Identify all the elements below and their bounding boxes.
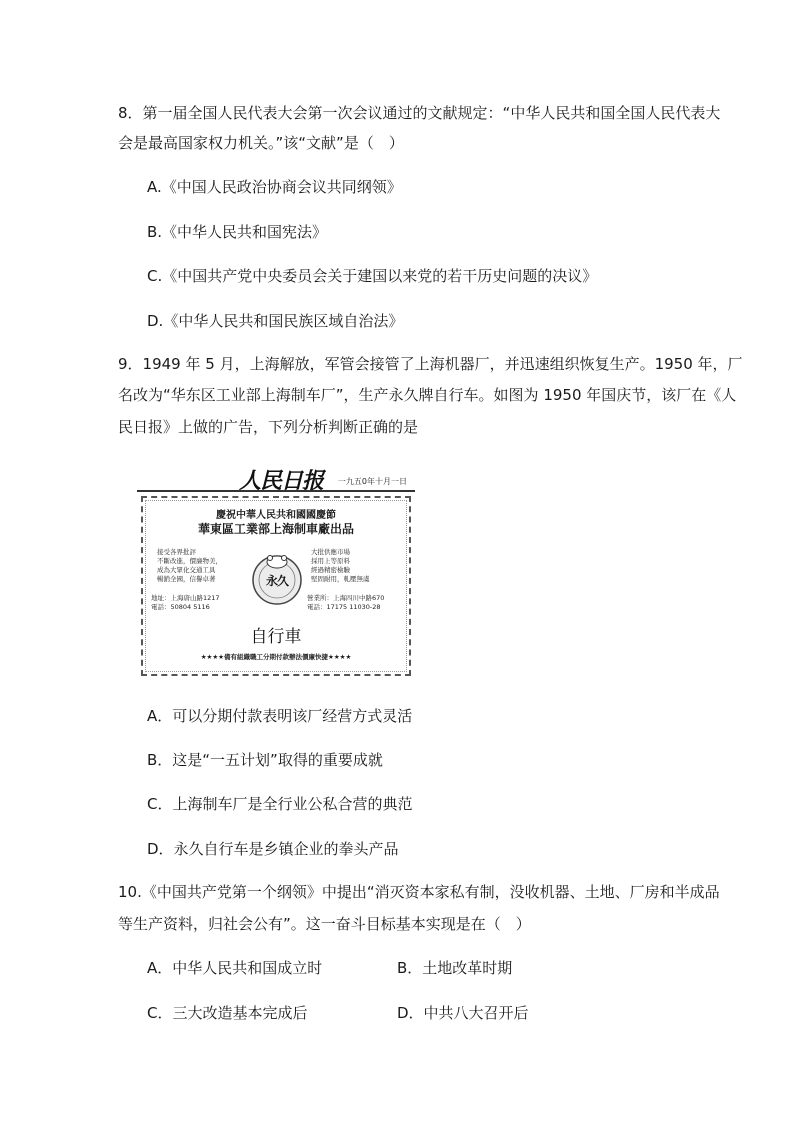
q8-option-a: A.《中国人民政治协商会议共同纲领》 [147, 178, 402, 196]
ad-address-right: 營業所：上海四川中路670 電話：17175 11030-28 [307, 594, 385, 611]
newspaper-date: 一九五0年十月一日 [337, 477, 407, 486]
q9-option-c: C．上海制车厂是全行业公私合营的典范 [147, 795, 413, 813]
q9-stem-line3: 民日报》上做的广告，下列分析判断正确的是 [118, 418, 419, 436]
q8-option-b: B.《中华人民共和国宪法》 [147, 223, 328, 241]
ad-headline: 慶祝中華人民共和國國慶節 [216, 510, 336, 521]
q9-stem-line2: 名改为“华东区工业部上海制车厂”，生产永久牌自行车。如图为 1950 年国庆节，该厂在《人 [118, 386, 737, 404]
ad-left-copy: 接受各界批評 不斷改進，價廉物美， 成為大眾化交通工具 暢銷全國，信譽卓著 [157, 548, 222, 583]
logo-wordmark: 永久 [265, 574, 288, 588]
yongjiu-logo-emblem [249, 550, 305, 606]
ad-subheadline: 華東區工業部上海制車廠出品 [197, 522, 354, 536]
ad-product-name: 自行車 [250, 627, 302, 647]
q8-option-c: C.《中国共产党中央委员会关于建国以来党的若干历史问题的决议》 [147, 267, 598, 285]
q9-option-d: D．永久自行车是乡镇企业的拳头产品 [147, 840, 399, 858]
masthead-divider [137, 490, 415, 492]
q8-stem-line2: 会是最高国家权力机关。”该“文献”是（ ） [118, 134, 404, 152]
q10-option-b: B．土地改革时期 [397, 959, 513, 977]
q10-stem-line1: 10.《中国共产党第一个纲领》中提出“消灭资本家私有制，没收机器、土地、厂房和半成品 [118, 883, 720, 901]
ad-right-copy: 大批供應市場 採用上等原料 經過精密檢驗 堅固耐用，軋壓無虞 [311, 548, 370, 583]
q10-option-c: C．三大改造基本完成后 [147, 1004, 308, 1022]
q9-option-b: B．这是“一五计划”取得的重要成就 [147, 751, 383, 769]
q10-stem-line2: 等生产资料，归社会公有”。这一奋斗目标基本实现是在（ ） [118, 915, 531, 933]
q10-option-a: A．中华人民共和国成立时 [147, 959, 323, 977]
q8-stem-line1: 8．第一届全国人民代表大会第一次会议通过的文献规定：“中华人民共和国全国人民代表大 [118, 104, 721, 122]
q9-option-a: A．可以分期付款表明该厂经营方式灵活 [147, 707, 413, 725]
q9-stem-line1: 9．1949 年 5 月，上海解放，军管会接管了上海机器厂，并迅速组织恢复生产。1950 年，厂 [118, 355, 743, 373]
newspaper-advertisement [137, 464, 415, 678]
ad-footer: ★★★★備有組織職工分期付款辦法價廉快捷★★★★ [200, 653, 352, 661]
ad-address-left: 地址：上海唐山路1217 電話：50804 5116 [151, 594, 220, 611]
q8-option-d: D.《中华人民共和国民族区域自治法》 [147, 312, 404, 330]
q10-option-d: D．中共八大召开后 [397, 1004, 529, 1022]
newspaper-masthead: 人民日报 [239, 468, 324, 494]
ad-frame [141, 496, 411, 676]
